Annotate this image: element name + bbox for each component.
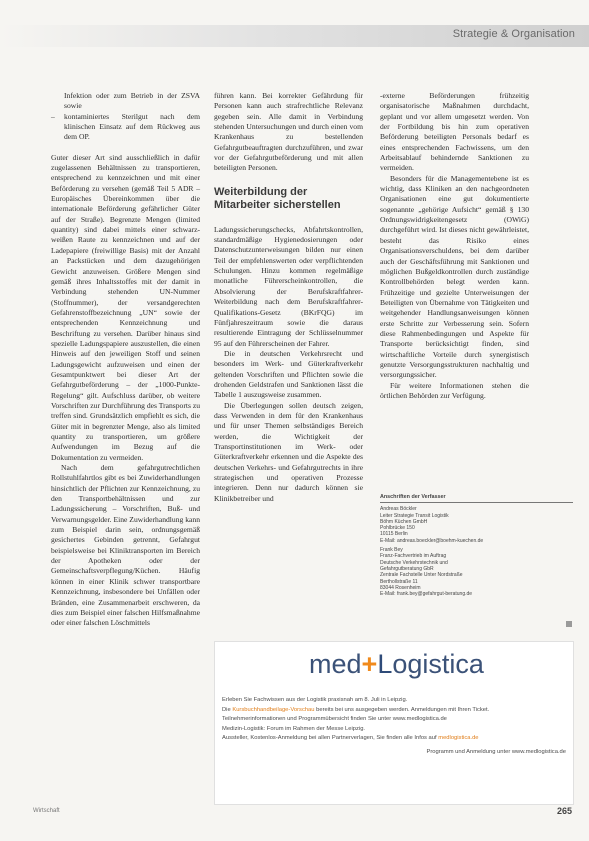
contact-line: Zentrale Fachstelle Unter Nordstraße — [380, 572, 463, 579]
ad-line: Teilnehmerinformationen und Programmübersicht finden Sie unter www.medlogistica.de — [222, 716, 447, 723]
author-contact-box — [380, 494, 573, 600]
contact-line: Franz-Fachvertrieb im Auftrag — [380, 553, 447, 560]
page-number: 265 — [556, 806, 572, 816]
contact-line: Andreas Böckler — [380, 506, 417, 513]
ad-line: Erleben Sie Fachwissen aus der Logistik praxisnah am 8. Juli in Leipzig. — [222, 697, 408, 703]
contact-line: 83044 Rosenheim — [380, 584, 421, 591]
body-paragraph: Die in deutschen Verkehrsrecht und besonders im Werk- und Güterkraftverkehr geltenden Vorschriften und Pflichten sowie die drohenden Geldstrafen und Sanktionen lässt die Tabelle 1 auszugsweise zusammen. — [214, 348, 363, 400]
contact-heading: Anschriften der Verfasser — [380, 494, 446, 500]
list-item: Infektion oder zum Betrieb in der ZSVA sowie — [64, 91, 200, 111]
contact-line: 10115 Berlin — [380, 531, 408, 538]
medlogistica-logo: med+Logistica — [309, 649, 484, 679]
body-paragraph: Guter dieser Art sind ausschließlich in dafür zugelassenen Behältnissen zu transportieren, entsprechend zu kennzeichnen und mit einer Beförderung zu versehen (gemäß Teil 5 ADR – Europäisches Übereinkommen über die internationale Beförderung gefährlicher Güter auf der Straße). Begrenzte Mengen (limited quantity) sind dabei mittels einer schwarz-weißen Raute zu kennzeichnen und auf der Ladepapiere (freiwillige Basis) mit der Anzahl an Packstücken und dem dazugehörigen Gewicht anzuweisen. Größere Mengen sind gemäß ihres Inhaltsstoffes mit der damit in Verbindung stehenden UN-Nummer (Stoffnummer), der versandgerechten Gefahrenstoffbezeichnung „UN“ sowie der entsprechenden Kennzeichnung und Beschriftung zu versehen. Darüber hinaus sind spezielle Ladungspapiere auszustellen, die einen Hinweis auf den jeweiligen Stoff und seinen Ladungsgewicht aufzuweisen und einen der Gesamtpunktwert bei dieser Art der Gefahrgutbeförderung – der „1000-Punkte-Regelung“ gilt. Aufschluss darüber, ob weitere Vorschriften zur Durchführung des Transports zu treffen sind. Grundsätzlich empfiehlt es sich, die Güter mit in begrenzter Menge, also als limited quantity zu transportieren, um größere Aufwendungen im Bezug auf die Dokumentation zu vermeiden. — [51, 152, 200, 462]
ad-footer-line: Programm und Anmeldung unter www.medlogistica.de — [426, 748, 566, 755]
text-column-2 — [214, 91, 363, 504]
contact-group — [380, 547, 573, 597]
ad-text — [222, 696, 566, 758]
text-column-1 — [51, 91, 200, 629]
body-paragraph: Die Überlegungen sollen deutsch zeigen, dass Verwenden in dem für den Krankenhaus und für unser Themen selbständiges Bereich werden, die Wichtigkeit der Transportinstitutionen im Werk- oder Güterkraftverkehr erkennen und die Aspekte des deutschen Verkehrs- und Gefahrgutrechts in ihre strategischen und operativen Prozesse integrieren. Denn nur dadurch können sie Klinikbetreiber und — [214, 400, 363, 503]
body-paragraph: -externe Beförderungen frühzeitig organisatorische Maßnahmen durchdacht, geplant und vor allem umgesetzt werden. Von der Fortbildung bis hin zum operativen Beförderung beteiligten Personals bedarf es eines entsprechenden Fachwissens, um den Arbeitsablauf behindernde Sanktionen zu vermeiden. — [380, 91, 529, 173]
contact-email: E-Mail: frank.bey@gefahrgut-beratung.de — [380, 591, 473, 598]
body-paragraph: Für weitere Informationen stehen die örtlichen Behörden zur Verfügung. — [380, 380, 529, 400]
bullet-list — [51, 91, 200, 143]
footer-label: Wirtschaft — [33, 808, 60, 814]
contact-line: Frank Bey — [380, 547, 403, 554]
contact-group — [380, 506, 573, 544]
contact-email: E-Mail: andreas.boeckler@boehm-kuechen.de — [380, 537, 484, 544]
contact-line: Leiter Strategie Transit Logistik — [380, 512, 449, 519]
list-item: – kontaminiertes Sterilgut nach dem klinischen Einsatz auf dem Rückweg aus dem OP. — [51, 111, 200, 142]
body-paragraph: führen kann. Bei korrekter Gefährdung für Personen kann auch strafrechtliche Relevanz gegeben sein. Alle damit in Verbindung stehenden Untersuchungen und durch einen vom Krankenhaus zu bestellenden Gefahrgutbeauftragten durchzuführen, und zwar vor der Gefahrgutbeförderung und mit allen beteiligten Personen. — [214, 91, 363, 173]
body-paragraph: Ladungssicherungschecks, Abfahrtskontrollen, standardmäßige Hygienedosierungen oder Datenschutzunterweisungen bilden nur einen Teil der empfehlenswerten oder verpflichtenden Schulungen. Hinzu kommen regelmäßige monatliche Führerscheinkontrollen, die Absolvierung der Berufskraftfahrer-Weiterbildung nach dem Berufskraftfahrer-Qualifikations-Gesetz (BKrFQG) im Fünfjahreszeitraum sowie die daraus resultierende Eintragung der Schlüsselnummer 95 auf den Führerscheinen der Fahrer. — [214, 224, 363, 348]
ad-line: Aussteller, Kostenlos-Anmeldung bei allen Partnerverlagen, Sie finden alle Infos auf medlogistica.de — [222, 735, 479, 742]
contact-line: Gefahrgutberatung GbR — [380, 565, 434, 572]
ad-highlight-link[interactable]: Kursbuchhandbeilage-Vorschau — [232, 706, 315, 713]
section-title: Strategie & Organisation — [452, 28, 575, 40]
section-heading: Weiterbildung der Mitarbeiter sicherstellen — [214, 185, 341, 212]
ad-line: Die Kursbuchhandbeilage-Vorschau bereits bei uns ausgegeben werden. Anmeldungen mit Ihren Ticket. — [222, 706, 490, 713]
contact-line: Böhm Küchen GmbH — [380, 518, 428, 525]
medlogistica-advertisement — [214, 641, 574, 805]
article-end-square-icon — [566, 621, 572, 627]
ad-highlight-link[interactable]: medlogistica.de — [438, 735, 479, 742]
contact-line: Deutsche Verkehrstechnik und — [380, 559, 448, 566]
ad-line: Medizin-Logistik: Forum im Rahmen der Messe Leipzig. — [222, 725, 366, 732]
contact-divider — [380, 502, 573, 503]
body-paragraph: Nach dem gefahrgutrechtlichen Rollstuhlfahrtlos gibt es bei Zuwiderhandlungen hinsichtlich der Pflichten zur Kennzeichnung, zu den Transportbehältnissen und zur Ladungssicherung – Vorschriften, Buß- und Verwarnungsgelder. Eine Zuwiderhandlung kann zum Beispiel darin sein, ordnungsgemäß gesichertes Gebinden getrennt, Gefahrgut beispielsweise bei Kliniktransporten im Bereich der Apotheken oder der Gemeinschaftsverpflegung/Küchen. Häufig können in einer Klinik schwer transportbare Kennzeichnung, insbesondere bei Unfällen oder Bränden, eine Zusammenarbeit erschweren, da dies zum Beispiel einer falschen Hilfsmaßnahme oder einer falschen Löschmittels — [51, 463, 200, 628]
contact-line: Berthollstraße 11 — [380, 578, 418, 585]
text-column-3 — [380, 91, 529, 401]
contact-line: Pohlbrücke 150 — [380, 525, 415, 532]
body-paragraph: Besonders für die Managementebene ist es wichtig, dass Kliniken an den nachgeordneten Organisationen eine gut dokumentierte sogenannte „gehörige Aufsicht“ gemäß § 130 Ordnungswidrigkeitengesetz (OWiG) durchgeführt wird. Ist dieses nicht gewährleistet, besteht das Risiko eines Organisationsverschuldens, bei dem darüber auch der Geschäftsführung mit Sanktionen und möglichen Bußgeldkontrollen durch zuständige Kontrollbehörden belegt werden kann. Frühzeitige und gezielte Unterweisungen der Beteiligten von Übernahme von Tätigkeiten und weitgehender Handlungsanweisungen können erste Schritte zur Verbesserung sein. Sofern diese Rahmenbedingungen und Aspekte für Transporte berücksichtigt finden, sind wirtschaftliche Vorteile durch synergistisch genutzte Versorgungsstrukturen nachhaltig und versorgungssicher. — [380, 173, 529, 380]
